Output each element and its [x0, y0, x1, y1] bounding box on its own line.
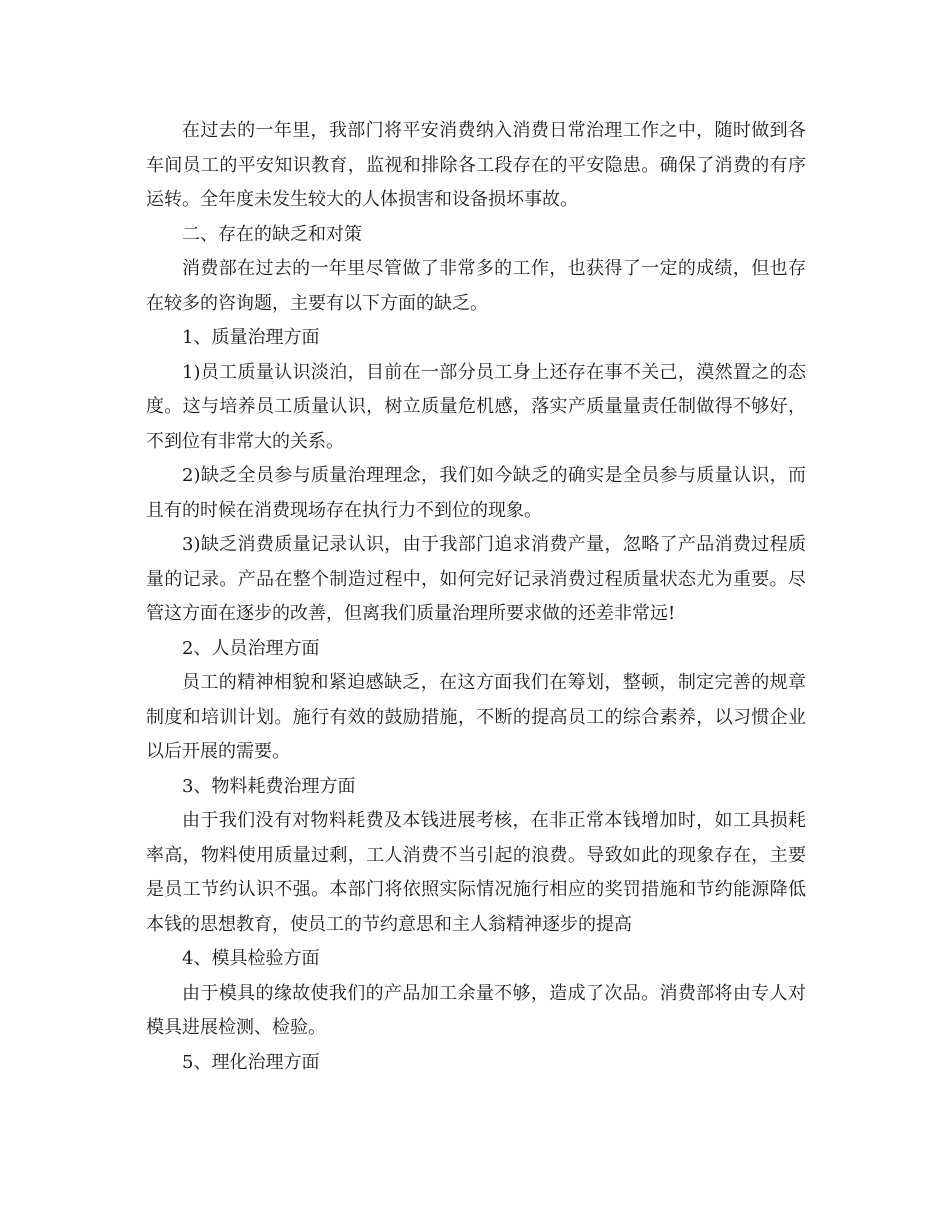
paragraph-personnel: 员工的精神相貌和紧迫感缺乏，在这方面我们在筹划，整顿，制定完善的规章制度和培训计划。施行有效的鼓励措施，不断的提高员工的综合素养，以习惯企业以后开展的需要。 — [146, 672, 806, 762]
section-heading-shortcomings: 二、存在的缺乏和对策 — [182, 223, 362, 245]
subheading-mold-inspection: 4、模具检验方面 — [182, 948, 320, 969]
paragraph-mold-inspection: 由于模具的缘故使我们的产品加工余量不够，造成了次品。消费部将由专人对模具进展检测、检验。 — [146, 982, 806, 1038]
subheading-physicochemical: 5、理化治理方面 — [182, 1051, 320, 1073]
subheading-quality: 1、质量治理方面 — [182, 327, 320, 348]
paragraph-overview: 消费部在过去的一年里尽管做了非常多的工作，也获得了一定的成绩，但也存在较多的咨询题，主要有以下方面的缺乏。 — [146, 258, 806, 314]
paragraph-quality-2: 2)缺乏全员参与质量治理理念，我们如今缺乏的确实是全员参与质量认识，而且有的时候在消费现场存在执行力不到位的现象。 — [146, 465, 806, 521]
paragraph-materials: 由于我们没有对物料耗费及本钱进展考核，在非正常本钱增加时，如工具损耗率高，物料使用质量过剩，工人消费不当引起的浪费。导致如此的现象存在，主要是员工节约认识不强。本部门将依照实际情况施行相应的奖罚措施和节约能源降低本钱的思想教育，使员工的节约意思和主人翁精神逐步的提高 — [146, 810, 806, 935]
paragraph-quality-3: 3)缺乏消费质量记录认识，由于我部门追求消费产量，忽略了产品消费过程质量的记录。产品在整个制造过程中，如何完好记录消费过程质量状态尤为重要。尽管这方面在逐步的改善，但离我们质量治理所要求做的还差非常远! — [146, 534, 806, 624]
subheading-personnel: 2、人员治理方面 — [182, 637, 320, 659]
subheading-materials: 3、物料耗费治理方面 — [182, 775, 356, 797]
document-body — [146, 114, 806, 1080]
paragraph-safety: 在过去的一年里，我部门将平安消费纳入消费日常治理工作之中，随时做到各车间员工的平安知识教育，监视和排除各工段存在的平安隐患。确保了消费的有序运转。全年度未发生较大的人体损害和设备损坏事故。 — [146, 120, 806, 210]
paragraph-quality-1: 1)员工质量认识淡泊，目前在一部分员工身上还存在事不关己，漠然置之的态度。这与培养员工质量认识，树立质量危机感，落实产质量量责任制做得不够好，不到位有非常大的关系。 — [146, 361, 806, 452]
